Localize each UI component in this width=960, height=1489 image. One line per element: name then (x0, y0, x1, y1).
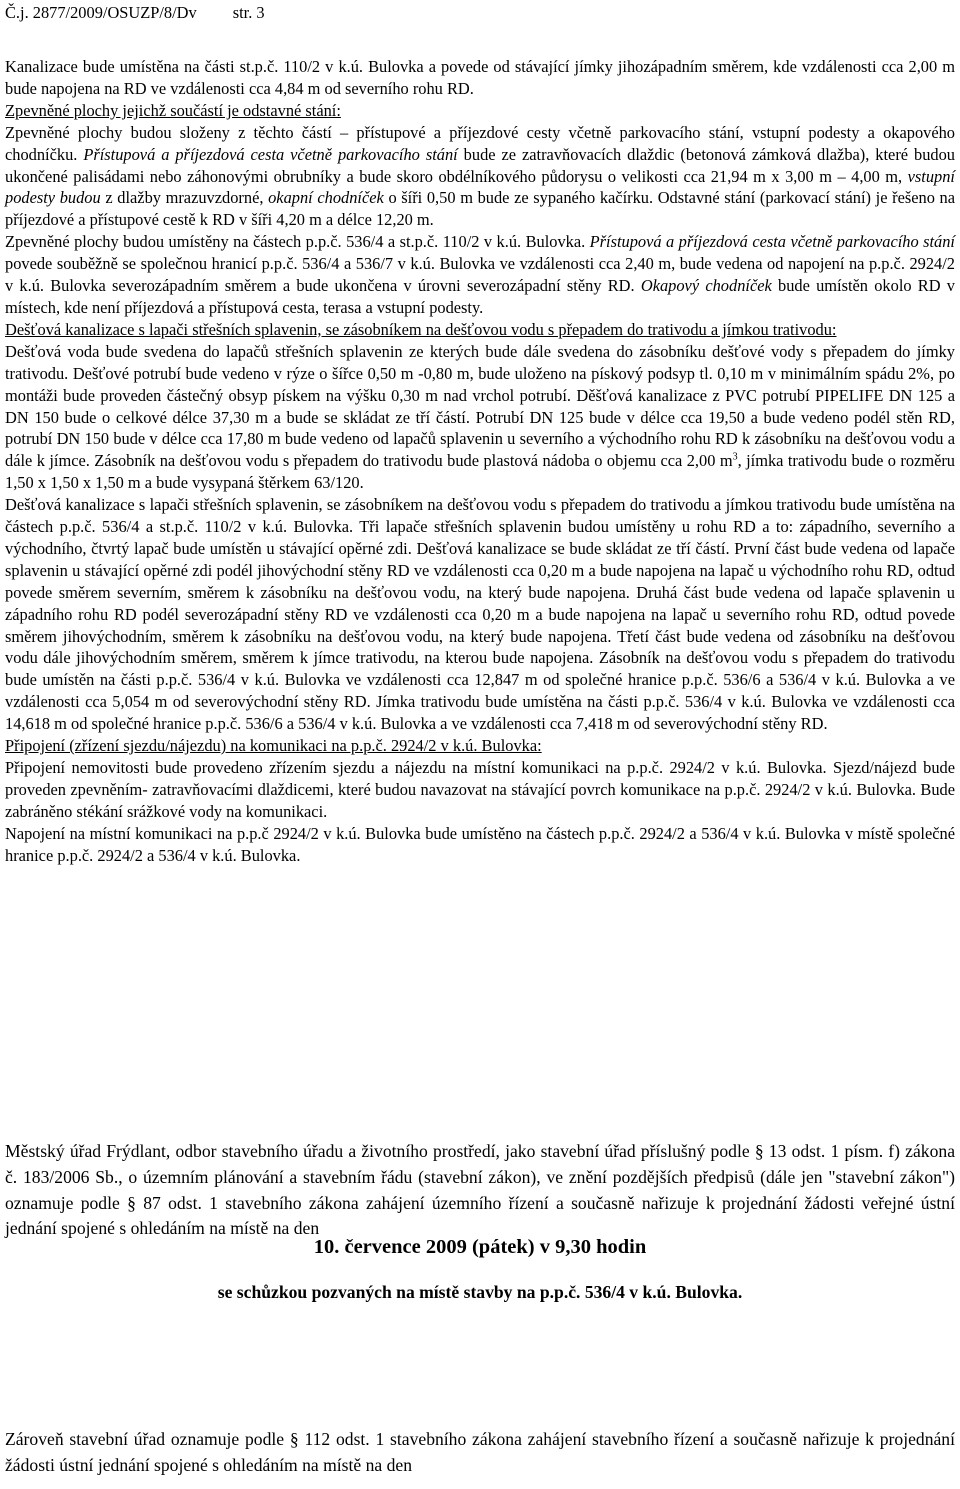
text-run: , jímka trativodu bude o rozměru 1,50 x 1,50 x 1,50 m a bude vysypaná štěrkem 63/120. (5, 451, 955, 493)
text-run-italic: Přístupová a příjezdová cesta včetně parkovacího stání (83, 144, 458, 164)
reference-number: Č.j. 2877/2009/OSUZP/8/Dv (5, 3, 197, 22)
text-run-italic: Přístupová a příjezdová cesta včetně parkovacího stání (589, 232, 955, 252)
text-run: Dešťová voda bude svedena do lapačů střešních splavenin ze kterých bude dále svedena do zásobníku dešťové vody s přepadem do jímky trativodu. Dešťové potrubí bude vedeno v rýze o šířce 0,50 m -0,80 m, bude uloženo na pískový podsyp tl. 0,10 m v minimálním spádu 2%, po montáži bude proveden částečný obsyp pískem na výšku 0,30 m nad vrchol potrubí. Děšťová kanalizace z PVC potrubí PIPELIFE DN 125 a DN 150 bude o celkové délce 37,30 m a bude se skládat ze tří částí. Potrubí DN 125 bude v délce cca 19,50 a bude vedeno podél stěn RD, potrubí DN 150 bude v délce cca 17,80 m bude vedeno od lapačů splavenin u severního a východního rohu RD k zásobníku na dešťovou vodu a dále k jímce. Zásobník na dešťovou vodu s přepadem do trativodu bude plastová nádoba o objemu cca 2,00 m (5, 341, 955, 471)
heading-zpevnene-plochy: Zpevněné plochy jejichž součástí je odstavné stání: (5, 100, 341, 120)
text-run-italic: vstupní podesty budou (5, 166, 955, 208)
superscript: 3 (732, 451, 738, 463)
heading-pripojeni: Připojení (zřízení sjezdu/nájezdu) na komunikaci na p.p.č. 2924/2 v k.ú. Bulovka: (5, 736, 542, 756)
paragraph-umisteni-ploch (5, 231, 955, 319)
text-run: z dlažby mrazuvzdorné, (100, 188, 269, 208)
notice-section (5, 1139, 955, 1242)
text-run: Zpevněné plochy budou složeny z těchto částí – přístupové a příjezdové cesty včetně parkovacího stání, vstupní podesty a okapového chodníčku. (5, 122, 955, 164)
closing-paragraph: Zároveň stavební úřad oznamuje podle § 112 odst. 1 stavebního zákona zahájení stavebního řízení a současně nařizuje k projednání žádosti ústní jednání spojené s ohledáním na místě na den (5, 1429, 955, 1475)
paragraph-pripojeni: Připojení nemovitosti bude provedeno zřízením sjezdu a nájezdu na místní komunikaci na p.p.č. 2924/2 v k.ú. Bulovka. Sjezd/nájezd bude proveden zpevněním- zatravňovacími dlaždicemi, které budou navazovat na stávající povrch komunikace na p.p.č. 2924/2 v k.ú. Bulovka. Bude zabráněno stékání srážkové vody na komunikaci. (5, 758, 955, 821)
page-number: str. 3 (232, 3, 265, 22)
text-run: o šíři 0,50 m bude ze sypaného kačírku. Odstavné stání (parkovací stání) je řešeno na příjezdové a přístupové cestě k RD v šíři 4,20 m a délce 12,20 m. (5, 188, 956, 230)
heading-destova-kanalizace: Dešťová kanalizace s lapači střešních splavenin, se zásobníkem na dešťovou vodu s přepadem do trativodu a jímkou trativodu: (5, 319, 837, 339)
document-body (5, 56, 955, 867)
paragraph-napojeni: Napojení na místní komunikaci na p.p.č 2924/2 v k.ú. Bulovka bude umístěno na částech p.p.č. 2924/2 a 536/4 v k.ú. Bulovka v místě společné hranice p.p.č. 2924/2 a 536/4 v k.ú. Bulovka. (5, 823, 955, 865)
text-run: povede souběžně se společnou hranicí p.p.č. 536/4 a 536/7 v k.ú. Bulovka ve vzdálenosti cca 2,40 m, bude vedena od napojení na p.p.č. 2924/2 v k.ú. Bulovka severozápadním směrem a bude ukončena v úrovni severozápadní stěny RD. (5, 254, 955, 296)
paragraph-umisteni-kanalizace: Dešťová kanalizace s lapači střešních splavenin, se zásobníkem na dešťovou vodu s přepadem do trativodu a jímkou trativodu bude umístěna na částech p.p.č. 536/4 a st.p.č. 110/2 v k.ú. Bulovka. Tři lapače střešních splavenin budou umístěny u rohu RD a to: západního, severního a východního, čtvrtý lapač bude umístěn u stávající opěrné zdi. Dešťová kanalizace se bude skládat ze tří částí. První část bude vedena od lapače splavenin u stávající opěrné zdi podél jihovýchodní stěny RD ve vzdálenosti cca 0,20 m a bude napojena na lapač u východního rohu RD, odtud povede směrem severním, směrem k zásobníku na dešťovou vodu, na který bude napojena. Druhá část bude vedena od lapače splavenin u západního rohu RD podél severozápadní stěny RD ve vzdálenosti cca 0,20 m a bude napojena na lapač u severního rohu RD, odtud povede směrem jihovýchodním, směrem k zásobníku na dešťovou vodu, na který bude napojena. Třetí část bude vedena od zásobníku na dešťovou vodu dále jihovýchodním směrem, směrem k jímce trativodu, na kterou bude napojena. Zásobník na dešťovou vodu s přepadem do trativodu bude umístěn na části p.p.č. 536/4 v k.ú. Bulovka ve vzdálenosti cca 12,847 m od společné hranice p.p.č. 536/6 a 536/4 v k.ú. Bulovka a ve vzdálenosti cca 5,054 m od severovýchodní stěny RD. Jímka trativodu bude umístěna na části p.p.č. 536/4 v k.ú. Bulovka ve vzdálenosti cca 14,618 m od společné hranice p.p.č. 536/6 a 536/4 v k.ú. Bulovka a ve vzdálenosti cca 7,418 m od severovýchodní stěny RD. (5, 495, 955, 734)
text-run: bude umístěn okolo RD v místech, kde není příjezdová a přístupová cesta, terasa a vstupní podesty. (5, 276, 956, 317)
notice-intro: Městský úřad Frýdlant, odbor stavebního úřadu a životního prostředí, jako stavební úřad příslušný podle § 13 odst. 1 písm. f) zákona č. 183/2006 Sb., o územním plánování a stavebním řádu (stavební zákon), ve znění pozdějších předpisů (dále jen "stavební zákon") oznamuje podle § 87 odst. 1 stavebního zákona zahájení územního řízení a současně nařizuje k projednání žádosti veřejné ústní jednání spojené s ohledáním na místě na den (5, 1141, 955, 1239)
paragraph-destova-voda (5, 341, 955, 494)
hearing-date: 10. července 2009 (pátek) v 9,30 hodin (313, 1236, 647, 1258)
page-header (5, 2, 265, 24)
text-run: bude ze zatravňovacích dlaždic (betonová zámková dlažba), které budou ukončené palisádami nebo záhonovými obrubníky a bude skoro obdélníkového půdorysu o velikosti cca 21,94 m x 3,00 m – 4,00 m, (5, 144, 955, 186)
paragraph-kanalizace: Kanalizace bude umístěna na části st.p.č. 110/2 v k.ú. Bulovka a povede od stávající jímky jihozápadním směrem, kde vzdálenosti cca 2,00 m bude napojena na RD ve vzdálenosti cca 4,84 m od severního rohu RD. (5, 57, 955, 98)
text-run-italic: Okapový chodníček (640, 276, 772, 296)
closing-section (5, 1427, 955, 1479)
text-run-italic: okapní chodníček (268, 188, 384, 208)
text-run: Zpevněné plochy budou umístěny na částech p.p.č. 536/4 a st.p.č. 110/2 v k.ú. Bulovka. (5, 232, 590, 252)
paragraph-zpevnene-plochy (5, 122, 955, 232)
hearing-place: se schůzkou pozvaných na místě stavby na p.p.č. 536/4 v k.ú. Bulovka. (217, 1282, 743, 1302)
